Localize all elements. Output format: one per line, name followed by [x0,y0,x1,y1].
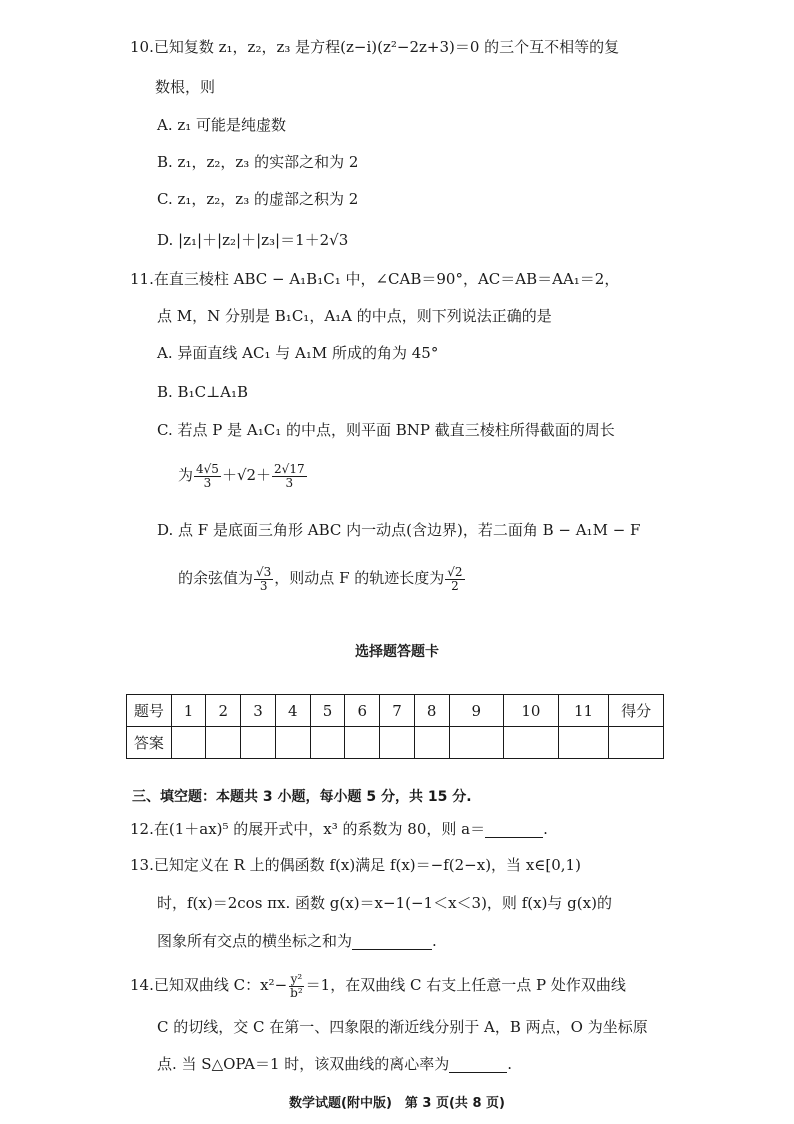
card-cell-q10: 10 [504,695,559,727]
answer-card-header-row [127,695,664,727]
card-answer-cell[interactable] [380,727,415,759]
q11-c-prefix: 为 [178,466,194,485]
q10-line2: 数根，则 [155,78,216,96]
card-answer-cell[interactable] [171,727,206,759]
fraction-numerator: 4√5 [196,462,219,476]
q14-line2: C 的切线，交 C 在第一、四象限的渐近线分别于 A，B 两点，O 为坐标原 [157,1018,648,1036]
card-answer-cell[interactable] [206,727,241,759]
q10-option-d: D. |z₁|＋|z₂|＋|z₃|＝1＋2√3 [157,231,349,249]
q13-end: . [432,932,437,950]
section-3-heading: 三、填空题：本题共 3 小题，每小题 5 分，共 15 分. [132,789,472,805]
fraction-numerator: 2√17 [274,462,305,476]
card-cell-q5: 5 [310,695,345,727]
q11-line2: 点 M，N 分别是 B₁C₁，A₁A 的中点，则下列说法正确的是 [157,307,552,325]
q10-line1: 10.已知复数 z₁，z₂，z₃ 是方程(z−i)(z²−2z+3)＝0 的三个互不相等的复 [130,38,620,56]
answer-card-title: 选择题答题卡 [355,644,439,660]
q11-d-mid: ，则动点 F 的轨迹长度为 [274,569,445,588]
q14-fraction [288,973,305,999]
page-footer: 数学试题(附中版) 第 3 页(共 8 页) [289,1096,505,1111]
answer-card-table [126,694,664,759]
fraction-numerator: √3 [256,565,272,579]
q11-option-c-line1: C. 若点 P 是 A₁C₁ 的中点，则平面 BNP 截直三棱柱所得截面的周长 [157,421,615,439]
q11-c-mid: ＋√2＋ [221,466,272,485]
fraction-denominator: 2 [451,578,459,593]
q14-prefix: 14.已知双曲线 C：x²− [130,976,288,995]
card-cell-q1: 1 [171,695,206,727]
q11-d-fraction-1 [254,566,273,592]
q10-option-c: C. z₁，z₂，z₃ 的虚部之积为 2 [157,190,359,208]
q10-option-a: A. z₁ 可能是纯虚数 [157,116,287,134]
q13-line2: 时，f(x)＝2cos πx. 函数 g(x)＝x−1(−1＜x＜3)，则 f(x)与 g(x)的 [157,894,612,912]
q12-end: . [543,820,548,838]
q14-end: . [507,1055,513,1073]
card-cell-q9: 9 [449,695,504,727]
card-answer-cell[interactable] [310,727,345,759]
card-answer-cell[interactable] [449,727,504,759]
q11-c-fraction-1 [194,463,221,489]
card-cell-q8: 8 [414,695,449,727]
q14-answer-blank[interactable] [449,1057,507,1073]
fraction-denominator: 3 [203,475,212,490]
q11-option-b: B. B₁C⊥A₁B [157,383,249,401]
card-cell-label: 题号 [127,695,172,727]
q11-option-d-line2 [178,566,466,592]
q14-line3 [157,1057,512,1073]
card-cell-q3: 3 [241,695,276,727]
card-answer-cell[interactable] [275,727,310,759]
q11-c-fraction-2 [272,463,307,489]
card-cell-q11: 11 [558,695,609,727]
q13-answer-blank[interactable] [352,934,432,950]
q14-text: 点. 当 S△OPA＝1 时，该双曲线的离心率为 [157,1055,450,1073]
card-cell-q2: 2 [206,695,241,727]
card-answer-cell[interactable] [558,727,609,759]
card-cell-q7: 7 [380,695,415,727]
q12-answer-blank[interactable] [485,822,543,838]
card-answer-cell[interactable] [414,727,449,759]
q11-d-prefix: 的余弦值为 [178,569,254,588]
q11-option-c-line2 [178,463,308,489]
card-score-cell[interactable] [609,727,664,759]
q14-line1 [130,973,626,999]
q12-text: 12.在(1＋ax)⁵ 的展开式中，x³ 的系数为 80，则 a＝ [130,820,486,838]
q13-line3 [157,934,437,950]
q13-text: 图象所有交点的横坐标之和为 [157,932,353,950]
q13-line1: 13.已知定义在 R 上的偶函数 f(x)满足 f(x)＝−f(2−x)，当 x∈[0,1) [130,856,581,874]
q10-option-b: B. z₁，z₂，z₃ 的实部之和为 2 [157,153,359,171]
card-answer-cell[interactable] [241,727,276,759]
card-answer-label: 答案 [127,727,172,759]
card-cell-score: 得分 [609,695,664,727]
card-cell-q4: 4 [275,695,310,727]
fraction-denominator: 3 [285,475,294,490]
card-answer-cell[interactable] [504,727,559,759]
q11-option-a: A. 异面直线 AC₁ 与 A₁M 所成的角为 45° [157,344,439,362]
card-answer-cell[interactable] [345,727,380,759]
q11-option-d-line1: D. 点 F 是底面三角形 ABC 内一动点(含边界)，若二面角 B − A₁M − F [157,521,641,539]
q11-d-fraction-2 [445,566,464,592]
fraction-numerator: √2 [447,565,463,579]
q11-line1: 11.在直三棱柱 ABC − A₁B₁C₁ 中，∠CAB＝90°，AC＝AB＝AA₁＝2， [130,270,620,288]
answer-card-answer-row [127,727,664,759]
fraction-numerator: y² [290,972,303,986]
q12-line [130,822,548,838]
card-cell-q6: 6 [345,695,380,727]
fraction-denominator: 3 [259,578,268,593]
fraction-denominator: b² [290,985,303,1000]
q14-suffix: ＝1，在双曲线 C 右支上任意一点 P 处作双曲线 [305,976,626,995]
